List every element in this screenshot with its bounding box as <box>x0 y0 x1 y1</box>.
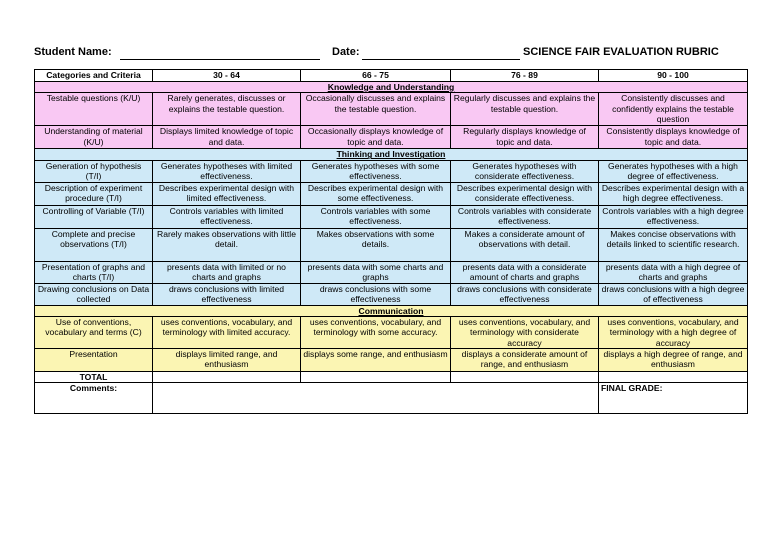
level-cell: Generates hypotheses with considerate effectiveness. <box>451 160 599 182</box>
level-cell: Regularly discusses and explains the testable question. <box>451 93 599 126</box>
level-cell: Displays limited knowledge of topic and data. <box>153 126 301 149</box>
table-row <box>35 261 748 283</box>
date-line <box>362 59 520 60</box>
column-header: 66 - 75 <box>301 70 451 82</box>
level-cell: Regularly displays knowledge of topic and data. <box>451 126 599 149</box>
criteria-cell: Use of conventions, vocabulary and terms (C) <box>35 316 153 348</box>
total-label: TOTAL <box>35 371 153 382</box>
criteria-cell: Generation of hypothesis (T/I) <box>35 160 153 182</box>
section-title-thinking: Thinking and Investigation <box>35 149 748 160</box>
level-cell: uses conventions, vocabulary, and terminology with some accuracy. <box>301 316 451 348</box>
level-cell: presents data with limited or no charts and graphs <box>153 261 301 283</box>
comments-row <box>35 383 748 414</box>
level-cell: displays some range, and enthusiasm <box>301 348 451 371</box>
level-cell: draws conclusions with considerate effectiveness <box>451 283 599 305</box>
level-cell: Describes experimental design with a high degree effectiveness. <box>599 182 748 205</box>
table-row <box>35 160 748 182</box>
section-row <box>35 305 748 316</box>
student-name-line <box>120 59 320 60</box>
table-row <box>35 205 748 228</box>
header-row <box>35 70 748 82</box>
total-cell <box>301 371 451 382</box>
level-cell: draws conclusions with some effectiveness <box>301 283 451 305</box>
level-cell: Describes experimental design with considerate effectiveness. <box>451 182 599 205</box>
level-cell: uses conventions, vocabulary, and terminology with considerate accuracy <box>451 316 599 348</box>
level-cell: presents data with some charts and graphs <box>301 261 451 283</box>
level-cell: Generates hypotheses with some effectiveness. <box>301 160 451 182</box>
level-cell: Controls variables with considerate effectiveness. <box>451 205 599 228</box>
level-cell: Rarely generates, discusses or explains the testable question. <box>153 93 301 126</box>
section-row <box>35 149 748 160</box>
criteria-cell: Description of experiment procedure (T/I) <box>35 182 153 205</box>
level-cell: displays a considerate amount of range, and enthusiasm <box>451 348 599 371</box>
level-cell: draws conclusions with a high degree of effectiveness <box>599 283 748 305</box>
level-cell: uses conventions, vocabulary, and terminology with limited accuracy. <box>153 316 301 348</box>
level-cell: displays a high degree of range, and enthusiasm <box>599 348 748 371</box>
total-cell <box>451 371 599 382</box>
level-cell: Makes observations with some details. <box>301 228 451 261</box>
section-row <box>35 82 748 93</box>
table-row <box>35 283 748 305</box>
criteria-cell: Presentation of graphs and charts (T/I) <box>35 261 153 283</box>
student-name-label: Student Name: <box>34 46 112 58</box>
header <box>34 46 734 62</box>
level-cell: Consistently displays knowledge of topic and data. <box>599 126 748 149</box>
table-row <box>35 348 748 371</box>
level-cell: Controls variables with some effectiveness. <box>301 205 451 228</box>
level-cell: Describes experimental design with limited effectiveness. <box>153 182 301 205</box>
rubric-table <box>34 69 748 414</box>
level-cell: Occasionally displays knowledge of topic and data. <box>301 126 451 149</box>
criteria-cell: Testable questions (K/U) <box>35 93 153 126</box>
level-cell: Rarely makes observations with little detail. <box>153 228 301 261</box>
level-cell: displays limited range, and enthusiasm <box>153 348 301 371</box>
total-row <box>35 371 748 382</box>
section-title-knowledge: Knowledge and Understanding <box>35 82 748 93</box>
comments-field <box>153 383 599 414</box>
level-cell: draws conclusions with limited effectiveness <box>153 283 301 305</box>
final-grade-label: FINAL GRADE: <box>599 383 748 414</box>
level-cell: presents data with a high degree of charts and graphs <box>599 261 748 283</box>
criteria-cell: Controlling of Variable (T/I) <box>35 205 153 228</box>
level-cell: Controls variables with limited effectiveness. <box>153 205 301 228</box>
rubric-title: SCIENCE FAIR EVALUATION RUBRIC <box>523 46 719 58</box>
comments-label: Comments: <box>35 383 153 414</box>
criteria-cell: Presentation <box>35 348 153 371</box>
column-header: 76 - 89 <box>451 70 599 82</box>
total-cell <box>153 371 301 382</box>
column-header: Categories and Criteria <box>35 70 153 82</box>
total-cell <box>599 371 748 382</box>
level-cell: uses conventions, vocabulary, and terminology with a high degree of accuracy <box>599 316 748 348</box>
level-cell: Makes a considerate amount of observations with detail. <box>451 228 599 261</box>
level-cell: Occasionally discusses and explains the testable question. <box>301 93 451 126</box>
table-row <box>35 316 748 348</box>
level-cell: presents data with a considerate amount of charts and graphs <box>451 261 599 283</box>
level-cell: Describes experimental design with some effectiveness. <box>301 182 451 205</box>
column-header: 30 - 64 <box>153 70 301 82</box>
criteria-cell: Complete and precise observations (T/I) <box>35 228 153 261</box>
section-title-communication: Communication <box>35 305 748 316</box>
level-cell: Generates hypotheses with a high degree of effectiveness. <box>599 160 748 182</box>
column-header: 90 - 100 <box>599 70 748 82</box>
level-cell: Controls variables with a high degree effectiveness. <box>599 205 748 228</box>
criteria-cell: Drawing conclusions on Data collected <box>35 283 153 305</box>
level-cell: Makes concise observations with details linked to scientific research. <box>599 228 748 261</box>
date-label: Date: <box>332 46 360 58</box>
level-cell: Consistently discusses and confidently explains the testable question <box>599 93 748 126</box>
table-row <box>35 126 748 149</box>
table-row <box>35 228 748 261</box>
criteria-cell: Understanding of material (K/U) <box>35 126 153 149</box>
table-row <box>35 93 748 126</box>
level-cell: Generates hypotheses with limited effectiveness. <box>153 160 301 182</box>
table-row <box>35 182 748 205</box>
